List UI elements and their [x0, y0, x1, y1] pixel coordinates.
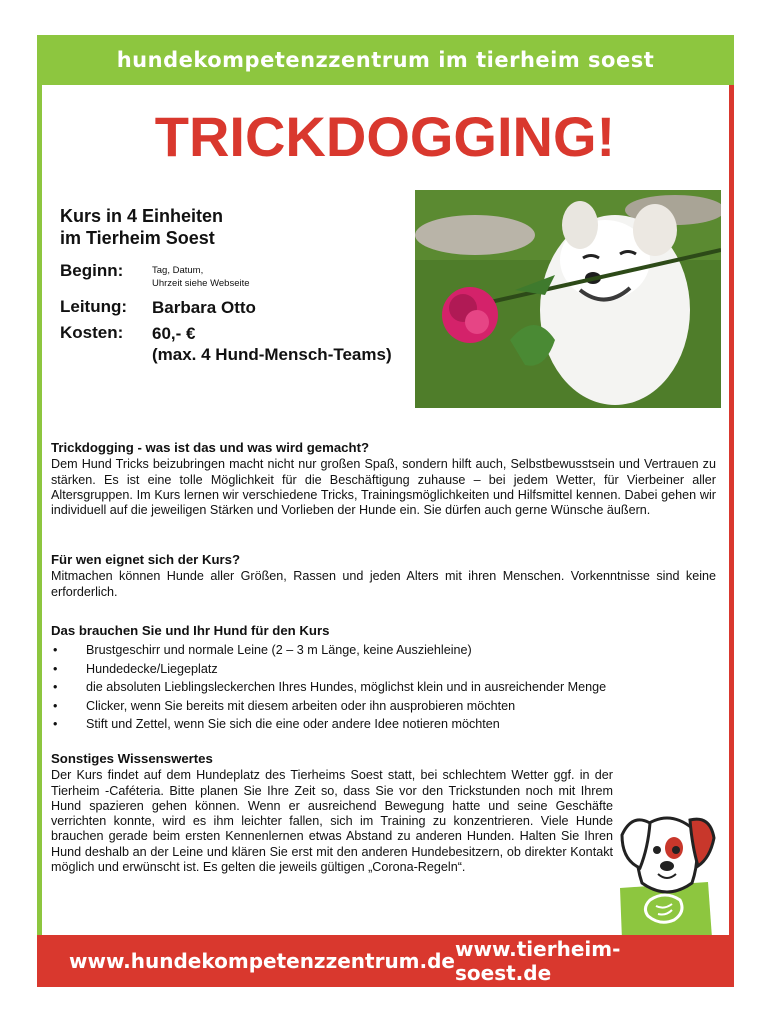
- cost-value-2: (max. 4 Hund-Mensch-Teams): [152, 345, 392, 364]
- section-what: [51, 440, 716, 518]
- footer-link-left[interactable]: www.hundekompetenzzentrum.de: [69, 949, 455, 973]
- section-need: [51, 623, 716, 734]
- list-item: • Clicker, wenn Sie bereits mit diesem arbeiten oder ihn ausprobieren möchten: [51, 697, 716, 716]
- section-what-heading: Trickdogging - was ist das und was wird gemacht?: [51, 440, 370, 455]
- bullet-icon: •: [53, 643, 58, 658]
- start-value-1: Tag, Datum,: [152, 265, 204, 276]
- section-who: [51, 552, 716, 600]
- bullet-icon: •: [53, 661, 58, 676]
- section-need-heading: Das brauchen Sie und Ihr Hund für den Kurs: [51, 623, 330, 638]
- footer-bar: [37, 935, 734, 987]
- dog-photo: [415, 190, 721, 408]
- list-item: • Brustgeschirr und normale Leine (2 – 3 m Länge, keine Ausziehleine): [51, 641, 716, 660]
- lead-value: Barbara Otto: [152, 298, 256, 317]
- course-info: [60, 205, 410, 364]
- start-row: [60, 261, 250, 290]
- frame-border-left: [37, 35, 42, 987]
- bullet-icon: •: [53, 698, 58, 713]
- section-misc: [51, 751, 613, 875]
- list-item: • die absoluten Lieblingsleckerchen Ihres Hundes, möglichst klein und in ausreichender Menge: [51, 678, 716, 697]
- section-who-heading: Für wen eignet sich der Kurs?: [51, 552, 241, 567]
- section-misc-text: Der Kurs findet auf dem Hundeplatz des Tierheims Soest statt, bei schlechtem Wetter ggf. in der Tierheim -Caféteria. Bitte planen Sie Ihre Zeit so, dass Sie vor den Trickstunden noch mit Ihrem Hund spazieren gehen können. Wenn er ausreichend Bewegung hatte und seine Geschäfte verrichten konnte, wird es ihm leichter fallen, sich im Training zu konzentrieren. Viele Hunde brauchen gerade beim ersten Kennenlernen etwas Abstand zu anderen Hunden. Halten Sie Ihren Hund deshalb an der Leine und klären Sie erst mit den anderen Hundebesitzern, ob direkter Kontakt möglich und erwünscht ist. Es gelten die jeweils gültigen „Corona-Regeln“.: [51, 768, 613, 875]
- header-text: hundekompetenzzentrum im tierheim soest: [116, 48, 655, 72]
- start-value-2: Uhrzeit siehe Webseite: [152, 278, 250, 289]
- lead-row: [60, 297, 256, 318]
- section-misc-heading: Sonstiges Wissenswertes: [51, 751, 213, 766]
- course-line-1: Kurs in 4 Einheiten: [60, 206, 224, 226]
- need-list: [51, 641, 716, 734]
- course-line-2: im Tierheim Soest: [60, 228, 215, 248]
- list-item: • Stift und Zettel, wenn Sie sich die eine oder andere Idee notieren möchten: [51, 715, 716, 734]
- section-what-text: Dem Hund Tricks beizubringen macht nicht nur großen Spaß, sondern hilft auch, Selbstbewusstsein und Vertrauen zu stärken. Es ist eine tolle Möglichkeit für die Beschäftigung zuhause – bei jedem Wetter, für Vierbeiner aller Altersgruppen. Im Kurs lernen wir verschiedene Tricks, Trainingsmöglichkeiten und Hilfsmittel kennen. Dabei gehen wir individuell auf die jeweiligen Stärken und Vorlieben der Hunde ein. Sie dürfen auch gerne Wünsche äußern.: [51, 457, 716, 518]
- page-title: TRICKDOGGING!: [154, 105, 616, 168]
- section-who-text: Mitmachen können Hunde aller Größen, Rassen und jeden Alters mit ihren Menschen. Vorkenntnisse sind keine erforderlich.: [51, 569, 716, 599]
- start-label: Beginn:: [60, 261, 124, 280]
- cost-value-1: 60,- €: [152, 324, 196, 343]
- dog-mascot-icon: [612, 810, 716, 940]
- frame-border-right: [729, 35, 734, 987]
- cost-label: Kosten:: [60, 323, 124, 342]
- list-item: • Hundedecke/Liegeplatz: [51, 660, 716, 679]
- header-bar: [37, 35, 734, 85]
- cost-row: [60, 323, 392, 365]
- bullet-icon: •: [53, 717, 58, 732]
- bullet-icon: •: [53, 680, 58, 695]
- lead-label: Leitung:: [60, 297, 128, 316]
- footer-link-right[interactable]: www.tierheim-soest.de: [455, 937, 621, 985]
